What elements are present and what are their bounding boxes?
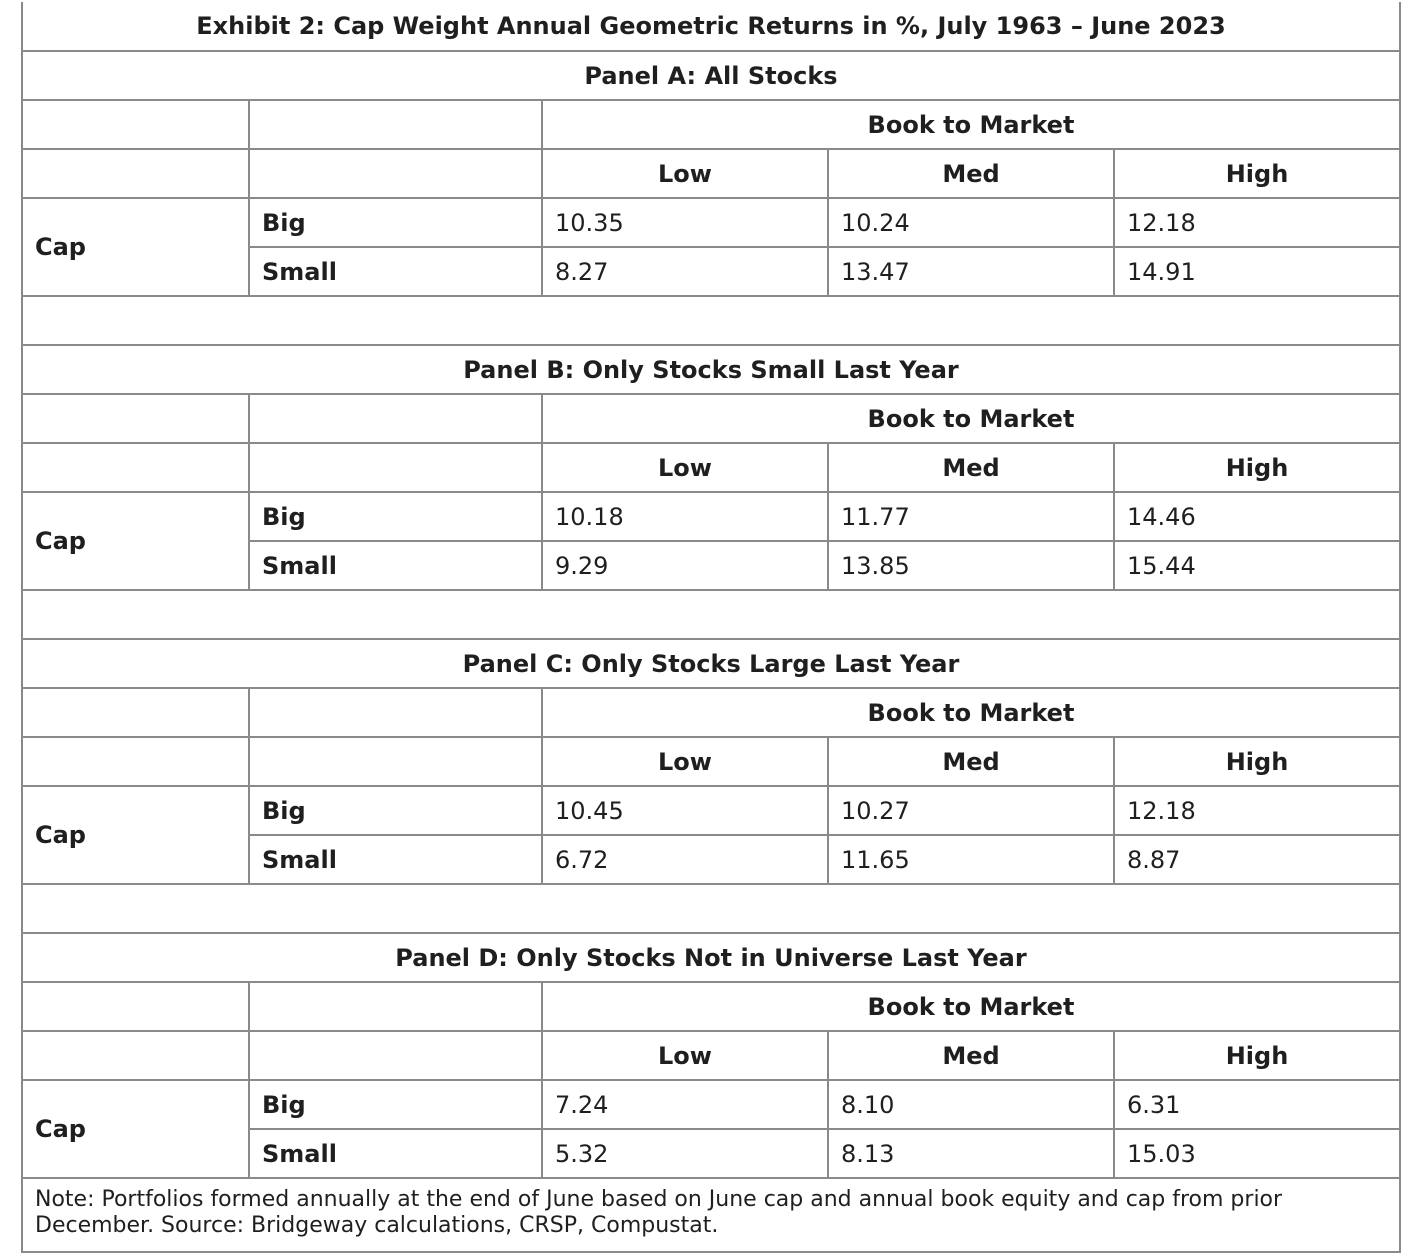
data-cell: 10.35 xyxy=(542,198,828,247)
data-cell: 8.10 xyxy=(828,1080,1114,1129)
panel-title: Panel A: All Stocks xyxy=(22,51,1400,100)
data-cell: 8.87 xyxy=(1114,835,1400,884)
data-cell: 9.29 xyxy=(542,541,828,590)
data-cell: 14.91 xyxy=(1114,247,1400,296)
panel-title: Panel D: Only Stocks Not in Universe Last Year xyxy=(22,933,1400,982)
empty-cell xyxy=(22,688,249,737)
row-group-label: Cap xyxy=(22,1080,249,1178)
spacer-cell xyxy=(22,296,1400,345)
column-header-row xyxy=(22,1031,1400,1080)
data-cell: 14.46 xyxy=(1114,492,1400,541)
column-group-row xyxy=(22,688,1400,737)
empty-cell xyxy=(249,1031,542,1080)
spacer-cell xyxy=(22,590,1400,639)
title-row xyxy=(22,2,1400,51)
table-body xyxy=(22,2,1400,1252)
panel-title-row xyxy=(22,51,1400,100)
data-cell: 10.27 xyxy=(828,786,1114,835)
data-cell: 10.45 xyxy=(542,786,828,835)
data-cell: 5.32 xyxy=(542,1129,828,1178)
data-cell: 8.13 xyxy=(828,1129,1114,1178)
empty-cell xyxy=(22,982,249,1031)
data-cell: 12.18 xyxy=(1114,786,1400,835)
data-cell: 8.27 xyxy=(542,247,828,296)
panel-title-row xyxy=(22,639,1400,688)
data-cell: 7.24 xyxy=(542,1080,828,1129)
column-header: High xyxy=(1114,737,1400,786)
row-label: Small xyxy=(249,247,542,296)
panel-title: Panel B: Only Stocks Small Last Year xyxy=(22,345,1400,394)
row-group-label: Cap xyxy=(22,198,249,296)
empty-cell xyxy=(249,149,542,198)
column-header-row xyxy=(22,443,1400,492)
empty-cell xyxy=(22,737,249,786)
column-group-header: Book to Market xyxy=(542,688,1400,737)
column-group-header: Book to Market xyxy=(542,982,1400,1031)
row-group-label: Cap xyxy=(22,786,249,884)
column-header: High xyxy=(1114,443,1400,492)
column-group-header: Book to Market xyxy=(542,100,1400,149)
column-group-header: Book to Market xyxy=(542,394,1400,443)
empty-cell xyxy=(22,1031,249,1080)
panel-title-row xyxy=(22,345,1400,394)
empty-cell xyxy=(249,100,542,149)
row-group-label: Cap xyxy=(22,492,249,590)
data-cell: 12.18 xyxy=(1114,198,1400,247)
column-header: Low xyxy=(542,737,828,786)
data-cell: 15.44 xyxy=(1114,541,1400,590)
row-label: Big xyxy=(249,198,542,247)
data-cell: 6.31 xyxy=(1114,1080,1400,1129)
row-label: Small xyxy=(249,835,542,884)
column-header-row xyxy=(22,149,1400,198)
data-cell: 13.47 xyxy=(828,247,1114,296)
column-header: High xyxy=(1114,149,1400,198)
table-row xyxy=(22,492,1400,541)
empty-cell xyxy=(22,443,249,492)
panel-title: Panel C: Only Stocks Large Last Year xyxy=(22,639,1400,688)
column-header: High xyxy=(1114,1031,1400,1080)
row-label: Big xyxy=(249,1080,542,1129)
empty-cell xyxy=(249,443,542,492)
data-cell: 15.03 xyxy=(1114,1129,1400,1178)
empty-cell xyxy=(22,394,249,443)
data-cell: 13.85 xyxy=(828,541,1114,590)
table-note: Note: Portfolios formed annually at the end of June based on June cap and annual book equity and cap from prior December. Source: Bridgeway calculations, CRSP, Compustat. xyxy=(22,1178,1400,1252)
empty-cell xyxy=(249,982,542,1031)
column-header: Med xyxy=(828,1031,1114,1080)
empty-cell xyxy=(22,149,249,198)
table-row xyxy=(22,1080,1400,1129)
data-cell: 6.72 xyxy=(542,835,828,884)
exhibit-title: Exhibit 2: Cap Weight Annual Geometric Returns in %, July 1963 – June 2023 xyxy=(22,2,1400,51)
data-cell: 10.24 xyxy=(828,198,1114,247)
empty-cell xyxy=(249,737,542,786)
table-row xyxy=(22,198,1400,247)
returns-table xyxy=(21,2,1401,1253)
note-row xyxy=(22,1178,1400,1252)
column-header: Med xyxy=(828,149,1114,198)
empty-cell xyxy=(249,688,542,737)
row-label: Small xyxy=(249,1129,542,1178)
column-header: Low xyxy=(542,149,828,198)
column-group-row xyxy=(22,394,1400,443)
data-cell: 11.65 xyxy=(828,835,1114,884)
panel-spacer-row xyxy=(22,590,1400,639)
spacer-cell xyxy=(22,884,1400,933)
table-row xyxy=(22,786,1400,835)
empty-cell xyxy=(249,394,542,443)
panel-spacer-row xyxy=(22,884,1400,933)
empty-cell xyxy=(22,100,249,149)
column-header: Med xyxy=(828,737,1114,786)
column-header: Med xyxy=(828,443,1114,492)
column-group-row xyxy=(22,982,1400,1031)
column-header-row xyxy=(22,737,1400,786)
panel-spacer-row xyxy=(22,296,1400,345)
row-label: Small xyxy=(249,541,542,590)
column-header: Low xyxy=(542,443,828,492)
column-header: Low xyxy=(542,1031,828,1080)
panel-title-row xyxy=(22,933,1400,982)
row-label: Big xyxy=(249,786,542,835)
column-group-row xyxy=(22,100,1400,149)
data-cell: 11.77 xyxy=(828,492,1114,541)
row-label: Big xyxy=(249,492,542,541)
data-cell: 10.18 xyxy=(542,492,828,541)
